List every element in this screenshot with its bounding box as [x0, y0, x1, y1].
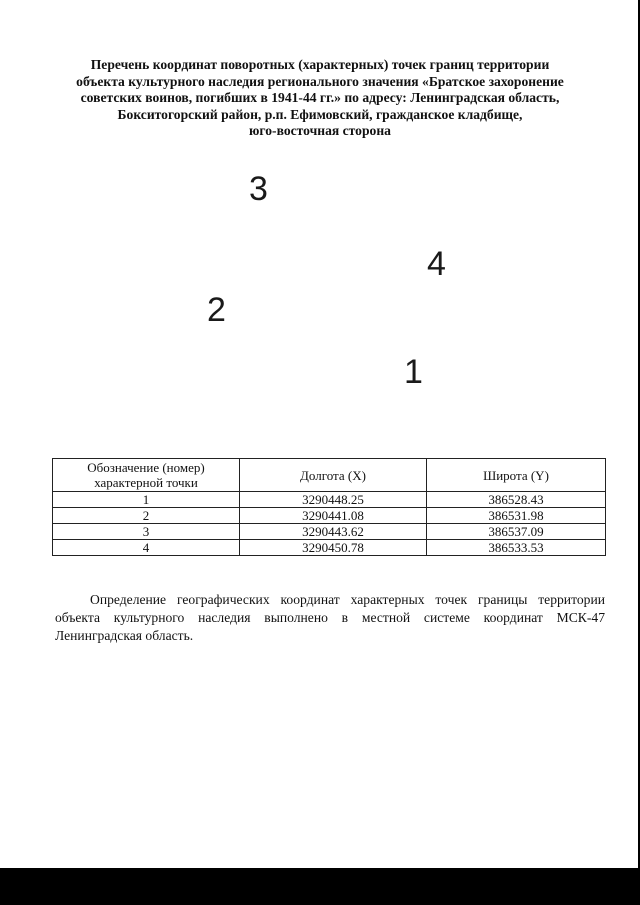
- cell-point: 2: [53, 508, 240, 524]
- title-line: Бокситогорский район, р.п. Ефимовский, гражданское кладбище,: [117, 106, 523, 122]
- cell-point: 3: [53, 524, 240, 540]
- header-longitude: Долгота (X): [240, 459, 427, 492]
- title-line: Перечень координат поворотных (характерных) точек границ территории: [90, 57, 550, 72]
- cell-y: 386528.43: [427, 492, 606, 508]
- cell-x: 3290441.08: [240, 508, 427, 524]
- cell-x: 3290450.78: [240, 540, 427, 556]
- scheme-point-label-4: 4: [427, 245, 446, 283]
- title-line: советских воинов, погибших в 1941-44 гг.» по адресу: Ленинградская область,: [80, 90, 560, 106]
- cell-y: 386531.98: [427, 508, 606, 524]
- table-row: [53, 524, 606, 540]
- table-row: [53, 492, 606, 508]
- header-latitude: Широта (Y): [427, 459, 606, 492]
- table-header-row: [53, 459, 606, 492]
- cell-point: 1: [53, 492, 240, 508]
- title-line: юго-восточная сторона: [249, 123, 391, 139]
- document-title: [40, 57, 600, 140]
- cell-x: 3290448.25: [240, 492, 427, 508]
- table-row: [53, 508, 606, 524]
- table-row: [53, 540, 606, 556]
- cell-point: 4: [53, 540, 240, 556]
- cell-x: 3290443.62: [240, 524, 427, 540]
- title-line: объекта культурного наследия регионального значения «Братское захоронение: [76, 73, 564, 89]
- cell-y: 386537.09: [427, 524, 606, 540]
- header-point-number: Обозначение (номер) характерной точки: [53, 459, 240, 492]
- coordinates-table: [52, 458, 606, 556]
- scheme-point-label-2: 2: [207, 291, 226, 329]
- scheme-point-label-3: 3: [249, 170, 268, 208]
- coordinate-system-note: Определение географических координат характерных точек границы территории объекта культурного наследия выполнено в местной системе координат МСК-47 Ленинградская область.: [55, 591, 605, 643]
- scheme-point-label-1: 1: [404, 353, 423, 391]
- cell-y: 386533.53: [427, 540, 606, 556]
